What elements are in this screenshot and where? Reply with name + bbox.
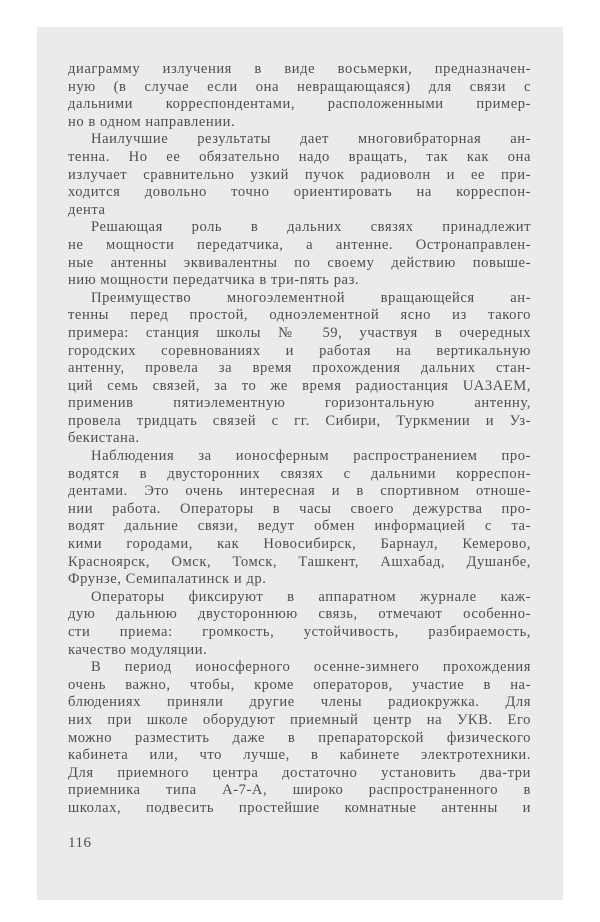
text-line: них при школе оборудуют приемный центр на УКВ. Его [68,711,531,728]
text-line: ные антенны эквивалентны по своему действию повыше- [68,254,531,271]
text-line: можно разместить даже в препараторской физического [68,729,531,746]
text-line: бекистана. [68,430,140,447]
text-line: нии работа. Операторы в часы своего дежурства про- [68,500,531,517]
text-line: кабинета или, что лучше, в кабинете электротехники. [68,747,531,764]
paragraph [68,61,531,131]
text-line: Преимущество многоэлементной вращающейся ан- [91,289,531,306]
text-line: нию мощности передатчика в три-пять раз. [68,272,360,289]
text-line: сти приема: громкость, устойчивость, разбираемость, [68,624,531,640]
text-line: применив пятиэлементную горизонтальную антенну, [68,395,531,412]
text-line: водят дальние связи, ведут обмен информацией с та- [68,518,531,535]
paragraph [68,659,531,817]
text-line: дую дальнюю двустороннюю связь, отмечают особенно- [68,606,531,623]
text-line: кими городами, как Новосибирск, Барнаул, Кемерово, [68,536,531,553]
text-line: Операторы фиксируют в аппаратном журнале каж- [91,588,531,605]
text-line: не мощности передатчика, а антенне. Остронаправлен- [68,236,531,253]
text-line: тенна. Но ее обязательно надо вращать, так как она [68,148,531,165]
text-line: городских соревнованиях и работая на вертикальную [68,342,531,359]
text-line: дальними корреспондентами, расположенными пример- [68,96,531,113]
text-line: дента [68,201,106,218]
text-line: но в одном направлении. [68,113,236,130]
text-line: излучает сравнительно узкий пучок радиоволн и ее при- [68,166,531,183]
paragraph [68,219,531,289]
paragraph [68,290,531,448]
text-line: ную (в случае если она невращающаяся) для связи с [68,78,531,95]
body-text [68,61,531,818]
paragraph [68,589,531,659]
paragraph [68,131,531,219]
text-line: Фрунзе, Семипалатинск и др. [68,571,267,588]
text-line: Для приемного центра достаточно установить два-три [68,764,531,781]
text-line: В период ионосферного осенне-зимнего прохождения [91,659,531,676]
text-line: ций семь связей, за то же время радиостанция UA3AEM, [68,377,531,394]
text-line: Красноярск, Омск, Томск, Ташкент, Ашхабад, Душанбе, [68,553,531,570]
text-line: водятся в двусторонних связях с дальними корреспон- [68,465,531,482]
text-line: приемника типа А-7-А, широко распространенного в [68,782,531,799]
text-line: ходится довольно точно ориентировать на корреспон- [68,184,531,201]
text-line: очень важно, чтобы, кроме операторов, участие в на- [68,676,531,693]
text-line: провела тридцать связей с гг. Сибири, Туркмении и Уз- [68,412,531,429]
book-page [37,27,563,900]
text-line: качество модуляции. [68,641,208,658]
text-line: Решающая роль в дальних связях принадлежит [91,219,531,236]
text-line: школах, подвесить простейшие комнатные антенны и [68,799,531,816]
text-line: примера: станция школы № 59, участвуя в очередных [68,324,531,341]
text-line: Наблюдения за ионосферным распространением про- [91,448,531,465]
text-line: Наилучшие результаты дает многовибраторная ан- [91,131,531,148]
text-line: диаграмму излучения в виде восьмерки, предназначен- [68,61,531,77]
text-line: антенну, провела за время прохождения дальних стан- [68,360,531,377]
page-number: 116 [68,835,92,851]
paragraph [68,448,531,589]
text-line: дентами. Это очень интересная и в спортивном отноше- [68,483,531,500]
text-line: блюдениях приняли другие члены радиокружка. Для [68,694,531,711]
text-line: тенны перед простой, одноэлементной ясно из такого [68,307,531,324]
